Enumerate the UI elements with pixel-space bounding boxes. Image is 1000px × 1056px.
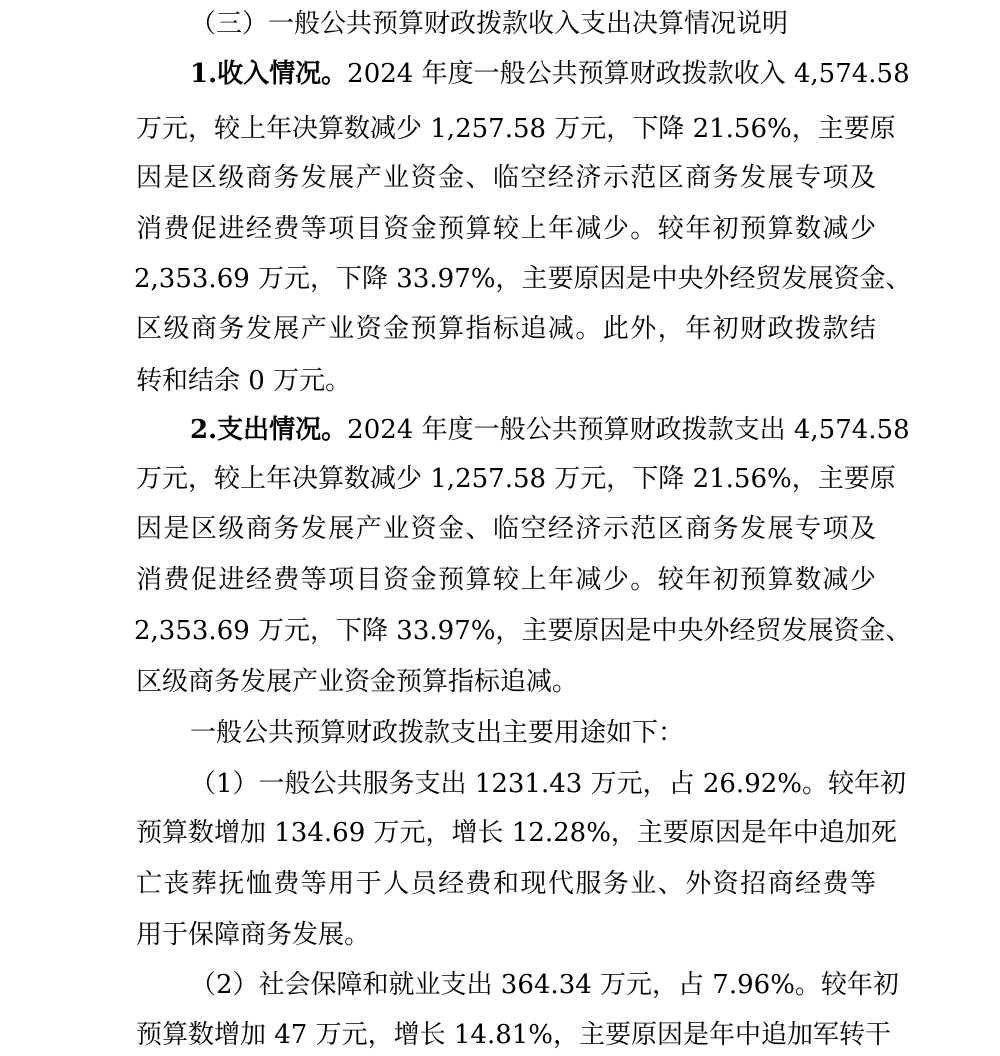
expense-line-1-text: 2024 年度一般公共预算财政拨款支出 4,574.58 [347,415,910,445]
item1-line-4: 用于保障商务发展。 [136,920,371,950]
item1-line-3: 亡丧葬抚恤费等用于人员经费和现代服务业、外资招商经费等 [136,869,876,899]
income-paragraph-line-1 [190,57,910,91]
expense-paragraph-line-3: 因是区级商务发展产业资金、临空经济示范区商务发展专项及 [136,514,876,544]
expense-paragraph-line-1 [190,413,910,447]
expense-paragraph-line-5: 2,353.69 万元，下降 33.97%，主要原因是中央外经贸发展资金、 [134,616,912,646]
item2-line-2: 预算数增加 47 万元，增长 14.81%，主要原因是年中追加军转干 [136,1020,892,1050]
expense-paragraph-line-4: 消费促进经费等项目资金预算较上年减少。较年初预算数减少 [136,565,876,595]
section-heading: （三）一般公共预算财政拨款收入支出决算情况说明 [190,9,789,39]
item1-line-1: （1）一般公共服务支出 1231.43 万元，占 26.92%。较年初 [190,769,906,799]
income-paragraph-line-5: 2,353.69 万元，下降 33.97%，主要原因是中央外经贸发展资金、 [134,264,912,294]
income-paragraph-line-4: 消费促进经费等项目资金预算较上年减少。较年初预算数减少 [136,214,876,244]
income-paragraph-line-7: 转和结余 0 万元。 [136,366,352,396]
income-paragraph-line-2: 万元，较上年决算数减少 1,257.58 万元，下降 21.56%，主要原 [136,114,896,144]
expense-lead: 2.支出情况。 [190,415,348,445]
expense-paragraph-line-6: 区级商务发展产业资金预算指标追减。 [136,667,579,697]
income-paragraph-line-6: 区级商务发展产业资金预算指标追减。此外，年初财政拨款结 [136,314,876,344]
income-line-1-text: 2024 年度一般公共预算财政拨款收入 4,574.58 [347,59,910,89]
item2-line-1: （2）社会保障和就业支出 364.34 万元，占 7.96%。较年初 [190,970,899,1000]
income-paragraph-line-3: 因是区级商务发展产业资金、临空经济示范区商务发展专项及 [136,163,876,193]
uses-intro: 一般公共预算财政拨款支出主要用途如下： [190,718,685,748]
item1-line-2: 预算数增加 134.69 万元，增长 12.28%，主要原因是年中追加死 [136,818,897,848]
expense-paragraph-line-2: 万元，较上年决算数减少 1,257.58 万元，下降 21.56%，主要原 [136,464,896,494]
income-lead: 1.收入情况。 [190,59,348,89]
